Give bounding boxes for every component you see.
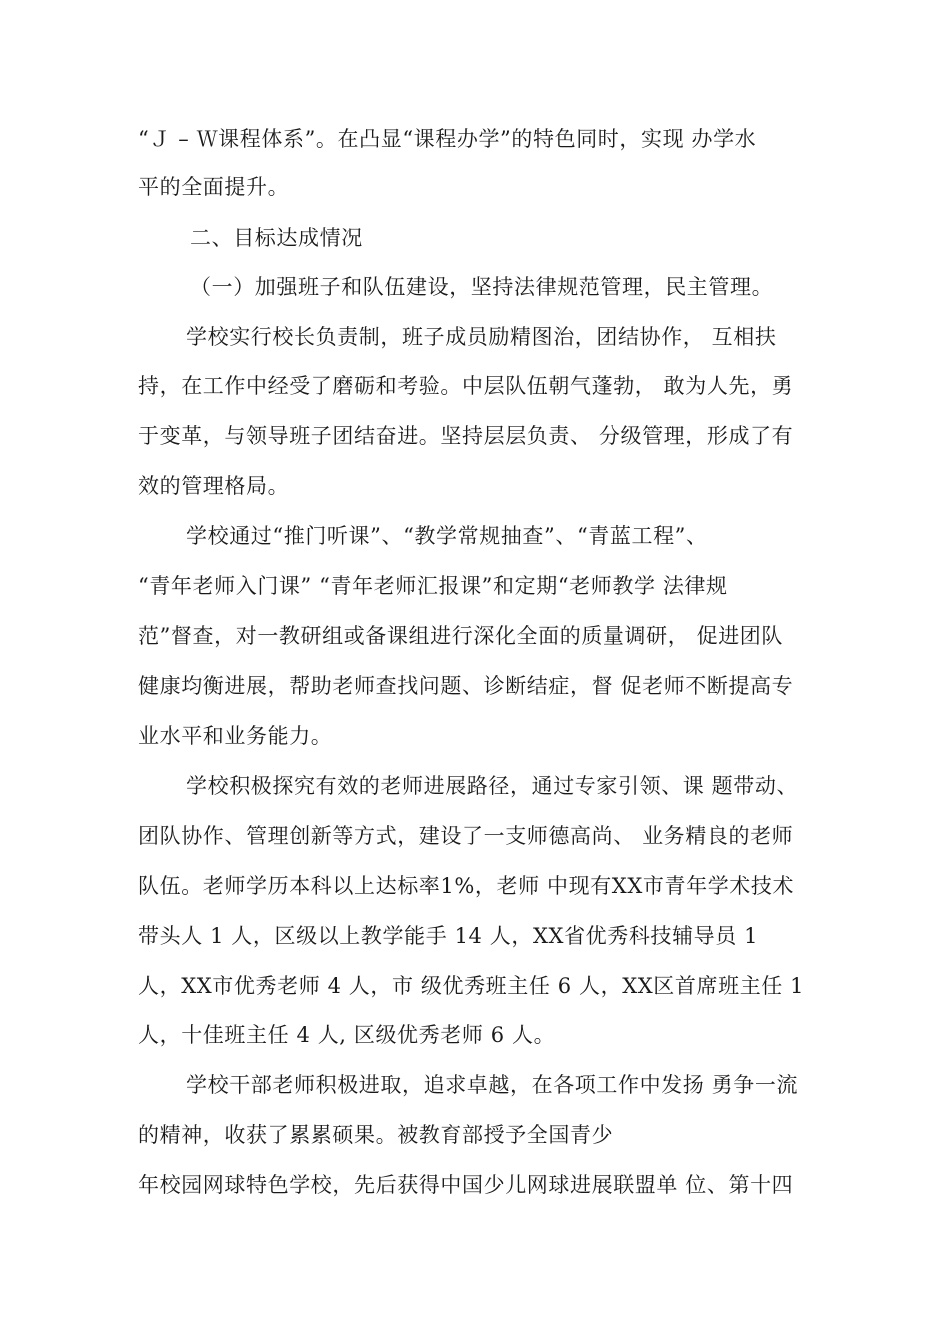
paragraph-line-4: 持，在工作中经受了磨砺和考验。中层队伍朝气蓬勃， 敢为人先，勇 [138,374,794,398]
paragraph-line-6: 效的管理格局。 [138,474,290,498]
paragraph-line-15: 带头人 1 人，区级以上教学能手 14 人，XX省优秀科技辅导员 1 [138,924,759,948]
paragraph-line-8: “青年老师入门课” “青年老师汇报课”和定期“老师教学 法律规 [138,574,728,598]
paragraph-line-17: 人，十佳班主任 4 人, 区级优秀老师 6 人。 [138,1023,556,1047]
paragraph-line-20: 年校园网球特色学校，先后获得中国少儿网球进展联盟单 位、第十四 [138,1173,794,1197]
paragraph-line-11: 业水平和业务能力。 [138,724,333,748]
paragraph-line-14: 队伍。老师学历本科以上达标率1%，老师 中现有XX市青年学术技术 [138,874,795,898]
paragraph-line-12: 学校积极探究有效的老师进展路径，通过专家引领、课 题带动、 [186,774,799,798]
paragraph-line-18: 学校干部老师积极进取，追求卓越，在各项工作中发扬 勇争一流 [186,1073,799,1097]
paragraph-line-2: 平的全面提升。 [138,175,290,199]
paragraph-line-7: 学校通过“推门听课”、“教学常规抽查”、“青蓝工程”、 [186,524,708,548]
section-heading: 二、目标达成情况 [190,226,363,250]
paragraph-line-9: 范”督查，对一教研组或备课组进行深化全面的质量调研， 促进团队 [138,624,784,648]
paragraph-line-16: 人，XX市优秀老师 4 人，市 级优秀班主任 6 人，XX区首席班主任 1 [138,974,805,998]
subsection-heading: （一）加强班子和队伍建设，坚持法律规范管理，民主管理。 [190,275,774,299]
paragraph-line-3: 学校实行校长负责制，班子成员励精图治，团结协作， 互相扶 [186,325,777,349]
paragraph-line-1: “Ｊ – Ｗ课程体系”。在凸显“课程办学”的特色同时，实现 办学水 [138,127,757,151]
paragraph-line-13: 团队协作、管理创新等方式，建设了一支师德高尚、 业务精良的老师 [138,824,794,848]
paragraph-line-5: 于变革，与领导班子团结奋进。坚持层层负责、 分级管理，形成了有 [138,424,794,448]
paragraph-line-19: 的精神，收获了累累硕果。被教育部授予全国青少 [138,1123,614,1147]
paragraph-line-10: 健康均衡进展，帮助老师查找问题、诊断结症，督 促老师不断提高专 [138,674,794,698]
